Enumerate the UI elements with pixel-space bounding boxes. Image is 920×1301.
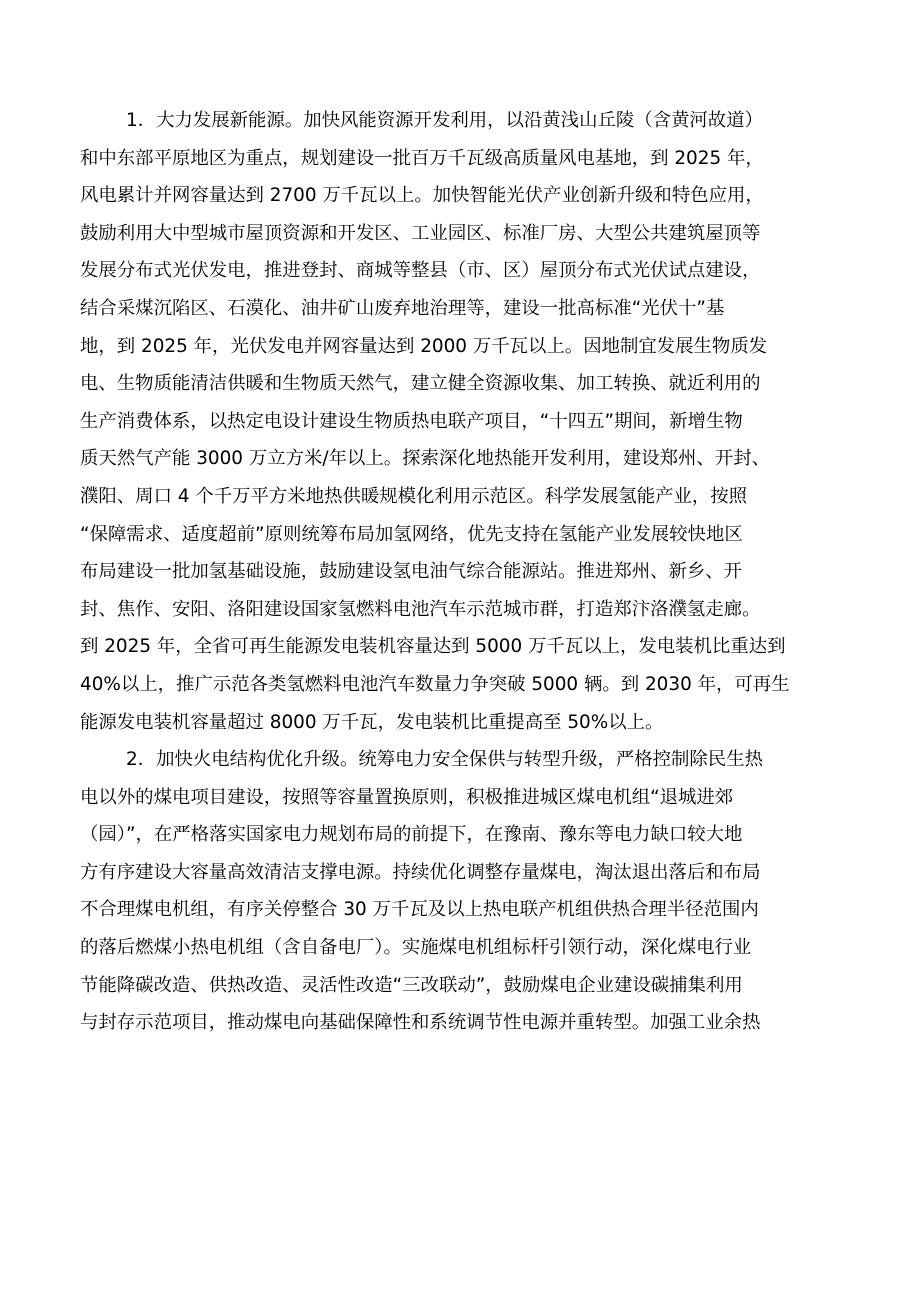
paragraph-2-line-8: 与封存示范项目，推动煤电向基础保障性和系统调节性电源并重转型。加强工业余热 — [80, 1012, 761, 1034]
paragraph-1-line-15: 到 2025 年，全省可再生能源发电装机容量达到 5000 万千瓦以上，发电装机比重达到 — [80, 636, 786, 658]
document-body — [80, 102, 824, 1042]
paragraph-2-line-4: 方有序建设大容量高效清洁支撑电源。持续优化调整存量煤电，淘汰退出落后和布局 — [80, 861, 761, 883]
paragraph-1-line-10: 质天然气产能 3000 万立方米/年以上。探索深化地热能开发利用，建设郑州、开封、 — [80, 448, 770, 470]
paragraph-1-line-6: 结合采煤沉陷区、石漠化、油井矿山废弃地治理等，建设一批高标准“光伏十”基 — [80, 297, 725, 319]
paragraph-2-line-7: 节能降碳改造、供热改造、灵活性改造“三改联动”，鼓励煤电企业建设碳捕集利用 — [80, 974, 743, 996]
paragraph-1-line-2: 和中东部平原地区为重点，规划建设一批百万千瓦级高质量风电基地，到 2025 年， — [80, 147, 764, 169]
paragraph-1-line-9: 生产消费体系，以热定电设计建设生物质热电联产项目，“十四五”期间，新增生物 — [80, 410, 743, 432]
paragraph-1-line-3: 风电累计并网容量达到 2700 万千瓦以上。加快智能光伏产业创新升级和特色应用， — [80, 185, 764, 207]
paragraph-2-line-3: （园）”，在严格落实国家电力规划布局的前提下，在豫南、豫东等电力缺口较大地 — [80, 824, 743, 846]
paragraph-1-line-7: 地，到 2025 年，光伏发电并网容量达到 2000 万千瓦以上。因地制宜发展生物质发 — [80, 335, 768, 357]
paragraph-1-line-4: 鼓励利用大中型城市屋顶资源和开发区、工业园区、标准厂房、大型公共建筑屋顶等 — [80, 222, 761, 244]
paragraph-2-line-1: 2．加快火电结构优化升级。统筹电力安全保供与转型升级，严格控制除民生热 — [126, 749, 763, 771]
paragraph-1-line-13: 布局建设一批加氢基础设施，鼓励建设氢电油气综合能源站。推进郑州、新乡、开 — [80, 561, 743, 583]
paragraph-2-line-6: 的落后燃煤小热电机组（含自备电厂）。实施煤电机组标杆引领行动，深化煤电行业 — [80, 937, 752, 959]
paragraph-1-line-5: 发展分布式光伏发电，推进登封、商城等整县（市、区）屋顶分布式光伏试点建设， — [80, 260, 761, 282]
paragraph-1-line-12: “保障需求、适度超前”原则统筹布局加氢网络，优先支持在氢能产业发展较快地区 — [80, 523, 743, 545]
paragraph-1-line-17: 能源发电装机容量超过 8000 万千瓦，发电装机比重提高至 50%以上。 — [80, 711, 664, 733]
paragraph-1-line-1: 1．大力发展新能源。加快风能资源开发利用，以沿黄浅山丘陵（含黄河故道） — [126, 110, 763, 131]
paragraph-1-line-14: 封、焦作、安阳、洛阳建设国家氢燃料电池汽车示范城市群，打造郑汴洛濮氢走廊。 — [80, 598, 761, 620]
paragraph-1-line-8: 电、生物质能清洁供暖和生物质天然气，建立健全资源收集、加工转换、就近利用的 — [80, 373, 761, 395]
paragraph-2-line-2: 电以外的煤电项目建设，按照等容量置换原则，积极推进城区煤电机组“退城进郊 — [80, 786, 734, 808]
paragraph-2-line-5: 不合理煤电机组，有序关停整合 30 万千瓦及以上热电联产机组供热合理半径范围内 — [80, 899, 759, 921]
paragraph-1-line-16: 40%以上，推广示范各类氢燃料电池汽车数量力争突破 5000 辆。到 2030 年，可再生 — [80, 673, 790, 695]
paragraph-1-line-11: 濮阳、周口 4 个千万平方米地热供暖规模化利用示范区。科学发展氢能产业，按照 — [80, 485, 748, 507]
